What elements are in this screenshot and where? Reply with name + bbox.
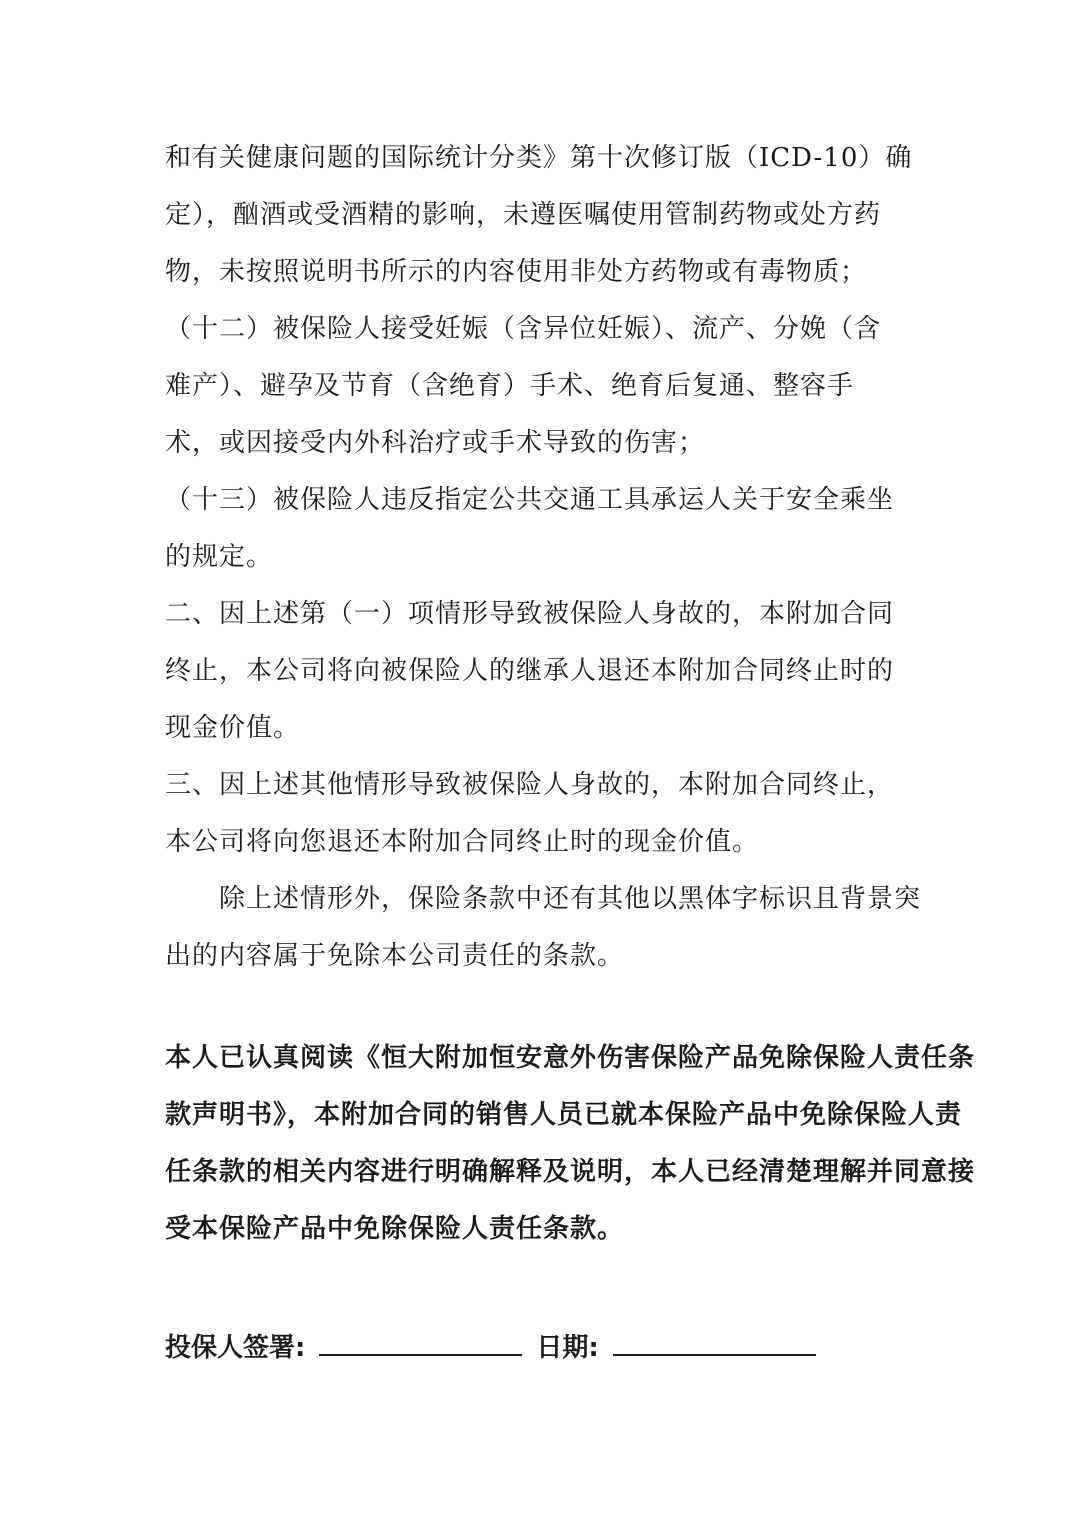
body-line: （十三）被保险人违反指定公共交通工具承运人关于安全乘坐 (165, 485, 895, 515)
date-field[interactable] (613, 1334, 816, 1356)
declaration-line: 受本保险产品中免除保险人责任条款。 (165, 1214, 625, 1244)
body-line: （十二）被保险人接受妊娠（含异位妊娠）、流产、分娩（含 (165, 314, 882, 344)
section-gap (165, 985, 920, 1030)
body-line: 术，或因接受内外科治疗或手术导致的伤害； (165, 428, 706, 458)
declaration-line: 本人已认真阅读《恒大附加恒安意外伤害保险产品免除保险人责任条 (165, 1043, 976, 1073)
applicant-signature-field[interactable] (319, 1334, 522, 1356)
body-line: 终止，本公司将向被保险人的继承人退还本附加合同终止时的 (165, 656, 895, 686)
closing-line: 除上述情形外，保险条款中还有其他以黑体字标识且背景突 (219, 884, 922, 914)
date-label: 日期: (536, 1333, 599, 1363)
body-line: 定），酗酒或受酒精的影响，未遵医嘱使用管制药物或处方药 (165, 200, 882, 230)
body-line: 现金价值。 (165, 713, 301, 743)
document-body (165, 130, 976, 1258)
declaration-line: 款声明书》，本附加合同的销售人员已就本保险产品中免除保险人责 (165, 1100, 963, 1130)
closing-line: 出的内容属于免除本公司责任的条款。 (165, 941, 625, 971)
declaration-line: 任条款的相关内容进行明确解释及说明，本人已经清楚理解并同意接 (165, 1157, 976, 1187)
body-line: 和有关健康问题的国际统计分类》第十次修订版（ICD-10）确 (165, 143, 913, 173)
body-line: 的规定。 (165, 542, 274, 572)
body-line: 难产）、避孕及节育（含绝育）手术、绝育后复通、整容手 (165, 371, 855, 401)
body-line: 物，未按照说明书所示的内容使用非处方药物或有毒物质； (165, 257, 868, 287)
signature-row (165, 1320, 830, 1377)
body-line: 本公司将向您退还本附加合同终止时的现金价值。 (165, 827, 760, 857)
body-line: 二、因上述第（一）项情形导致被保险人身故的，本附加合同 (165, 599, 895, 629)
body-line: 三、因上述其他情形导致被保险人身故的，本附加合同终止， (165, 770, 895, 800)
applicant-signature-label: 投保人签署: (165, 1333, 306, 1363)
